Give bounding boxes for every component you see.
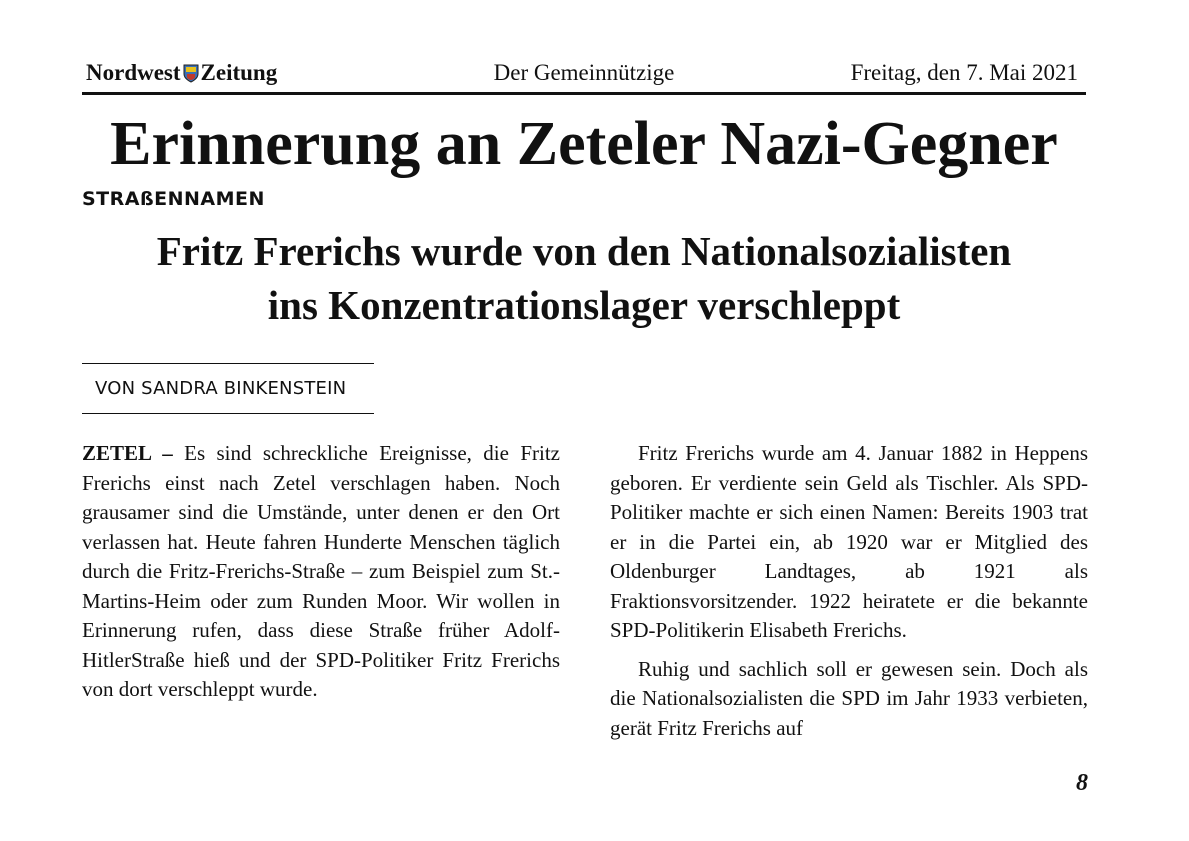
newspaper-name-part2: Zeitung (200, 60, 278, 85)
masthead (82, 56, 1086, 95)
section-name: Der Gemeinnützige (493, 60, 675, 85)
paragraph-2: Fritz Frerichs wurde am 4. Januar 1882 in Heppens geboren. Er verdiente sein Geld als Tischler. Als SPD-Politiker machte er sich einen Namen: Bereits 1903 trat er in die Partei ein, ab 1920 war er Mitglied des Oldenburger Landtages, ab 1921 als Fraktionsvorsitzender. 1922 heiratete er die bekannte SPD-Politikerin Elisabeth Frerichs. (610, 441, 1088, 642)
headline: Erinnerung an Zeteler Nazi-Gegner (110, 110, 1058, 178)
dateline: ZETEL – (82, 441, 173, 465)
page-number: 8 (1076, 770, 1088, 796)
newspaper-name-part1: Nordwest (86, 60, 181, 85)
kicker: STRAßENNAMEN (82, 188, 265, 210)
paragraph-1-text: Es sind schreckliche Ereignisse, die Fritz Frerichs einst nach Zetel verschlagen haben. Noch grausamer sind die Umstände, unter denen er den Ort verlassen hat. Heute fahren Hunderte Menschen täglich durch die Fritz-Frerichs-Straße – zum Beispiel zum St.-Martins-Heim oder zum Runden Moor. Wir wollen in Erinnerung rufen, dass diese Straße früher Adolf-HitlerStraße hieß und der SPD-Politiker Fritz Frerichs von dort verschleppt wurde. (82, 441, 560, 701)
subheadline-line1: Fritz Frerichs wurde von den Nationalsozialisten (156, 228, 1012, 274)
issue-date: Freitag, den 7. Mai 2021 (850, 60, 1078, 85)
subheadline (82, 224, 1086, 332)
subheadline-line2: ins Konzentrationslager verschleppt (267, 282, 901, 328)
article-column-1 (82, 439, 560, 705)
byline-rule-bottom (82, 413, 374, 414)
paragraph-3: Ruhig und sachlich soll er gewesen sein. Doch als die Nationalsozialisten die SPD im Jahr 1933 verbieten, gerät Fritz Frerichs auf (610, 656, 1088, 740)
article-column-2 (610, 439, 1088, 743)
byline-rule-top (82, 363, 374, 364)
paragraph-1 (82, 439, 560, 705)
byline: VON SANDRA BINKENSTEIN (95, 378, 347, 399)
